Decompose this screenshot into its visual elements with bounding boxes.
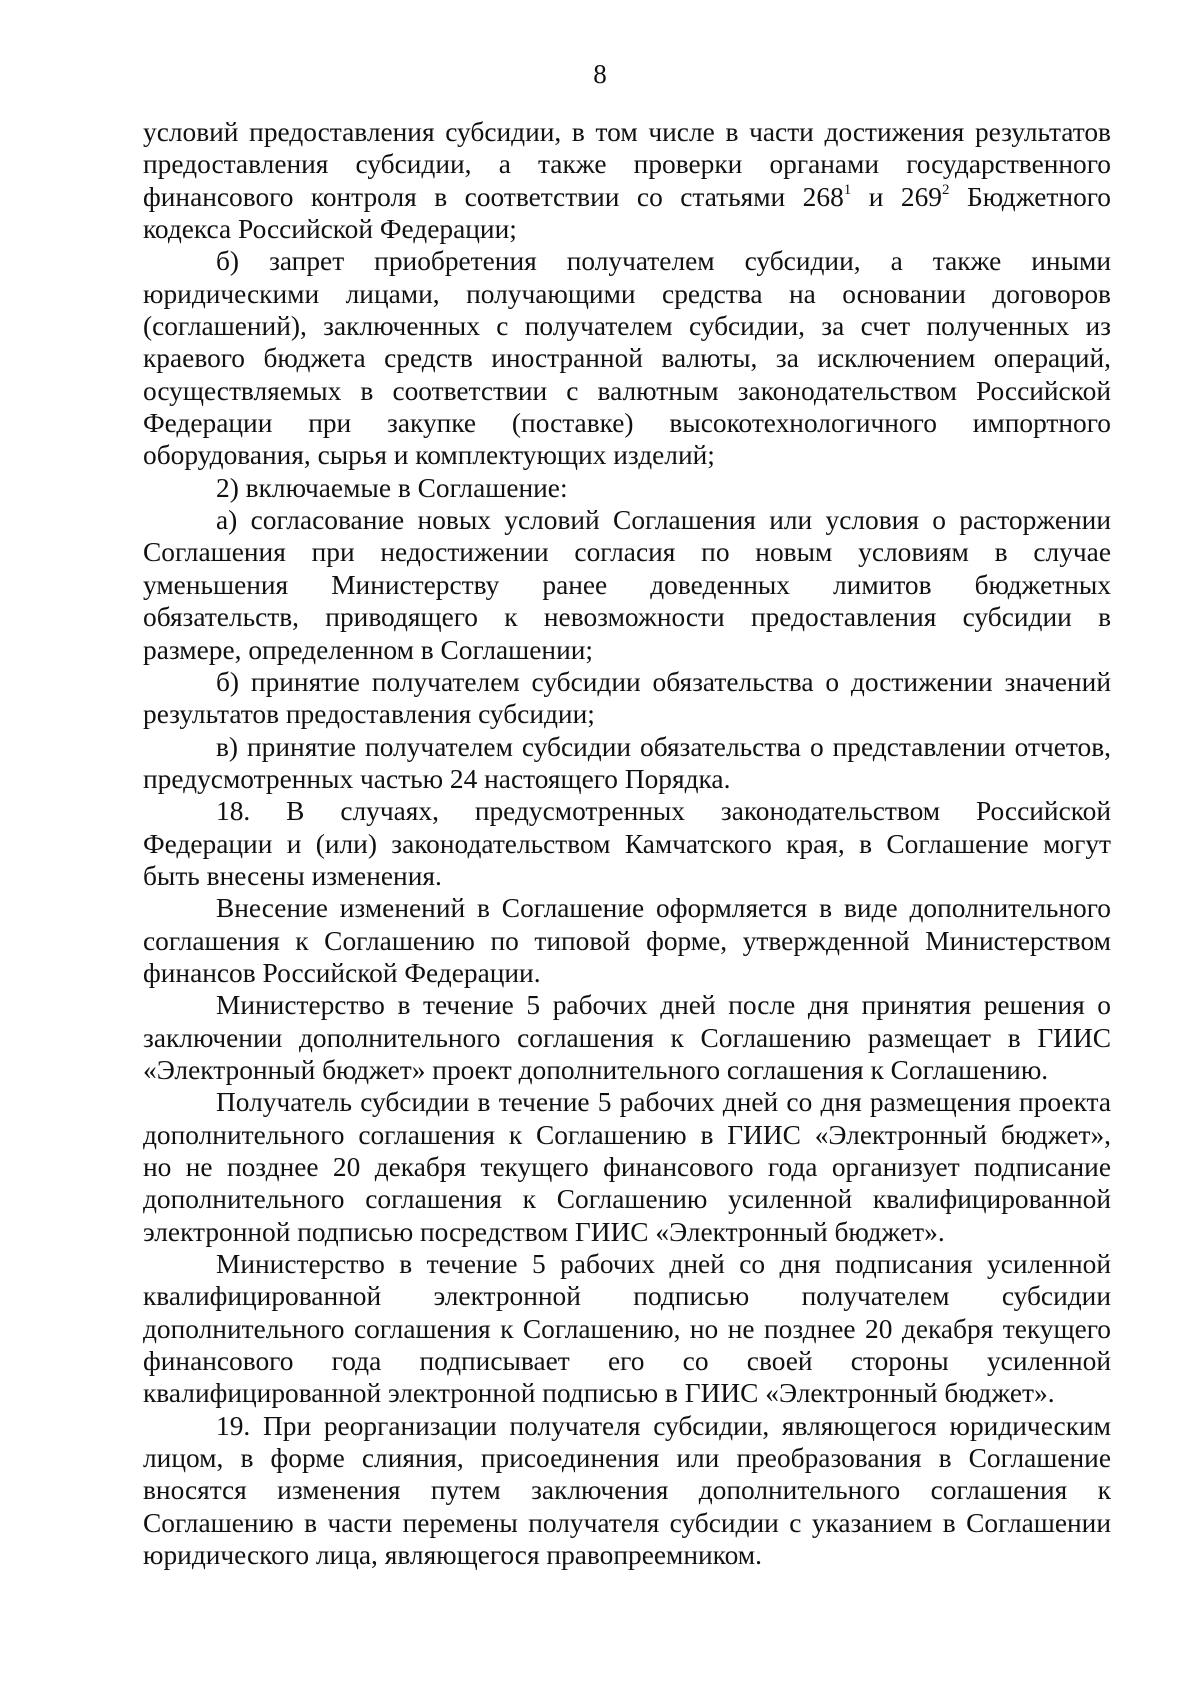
text-line: осуществляемых в соответствии с валютным законодательством Российской: [143, 375, 1111, 406]
text-line: 19. При реорганизации получателя субсидии, являющегося юридическим: [216, 1410, 1111, 1441]
text-line: Получатель субсидии в течение 5 рабочих дней со дня размещения проекта: [216, 1087, 1111, 1118]
text-line: дополнительного соглашения к Соглашению в ГИИС «Электронный бюджет»,: [143, 1119, 1111, 1150]
text-line: вносятся изменения путем заключения дополнительного соглашения к: [143, 1475, 1111, 1506]
text-line: финансов Российской Федерации.: [143, 957, 541, 988]
text-line: предоставления субсидии, а также проверки органами государственного: [143, 149, 1111, 180]
text-line: в) принятие получателем субсидии обязательства о представлении отчетов,: [216, 731, 1111, 762]
text-line: Федерации и (или) законодательством Камчатского края, в Соглашение могут: [143, 828, 1111, 859]
text-line: 18. В случаях, предусмотренных законодательством Российской: [216, 796, 1111, 827]
text-line: быть внесены изменения.: [143, 860, 442, 891]
text-line: [143, 181, 1111, 213]
text-line: дополнительного соглашения к Соглашению усиленной квалифицированной: [143, 1184, 1111, 1215]
text-line: дополнительного соглашения к Соглашению, но не позднее 20 декабря текущего: [143, 1313, 1111, 1344]
text-line: оборудования, сырья и комплектующих изделий;: [143, 440, 715, 471]
document-body: [143, 116, 1111, 1571]
text-line: электронной подписью посредством ГИИС «Электронный бюджет».: [143, 1216, 945, 1247]
text-line: Министерство в течение 5 рабочих дней после дня принятия решения о: [216, 990, 1111, 1021]
text-line: Внесение изменений в Соглашение оформляется в виде дополнительного: [216, 893, 1111, 924]
text-span: и 269: [851, 181, 942, 212]
text-line: квалифицированной электронной подписью в ГИИС «Электронный бюджет».: [143, 1378, 1055, 1409]
text-line: юридическими лицами, получающими средства на основании договоров: [143, 278, 1111, 309]
text-line: Соглашения при недостижении согласия по новым условиям в случае: [143, 537, 1111, 568]
text-line: Министерство в течение 5 рабочих дней со дня подписания усиленной: [216, 1249, 1111, 1280]
text-line: 2) включаемые в Соглашение:: [216, 472, 568, 503]
text-line: юридического лица, являющегося правопреемником.: [143, 1540, 762, 1571]
text-line: но не позднее 20 декабря текущего финансового года организует подписание: [143, 1152, 1111, 1182]
page-number: 8: [593, 59, 607, 89]
text-line: предусмотренных частью 24 настоящего Порядка.: [143, 763, 731, 794]
text-line: результатов предоставления субсидии;: [143, 699, 595, 730]
text-line: обязательств, приводящего к невозможности предоставления субсидии в: [143, 602, 1111, 633]
text-line: финансового года подписывает его со своей стороны усиленной: [143, 1346, 1111, 1377]
superscript: 1: [843, 181, 852, 198]
text-line: б) запрет приобретения получателем субсидии, а также иными: [216, 246, 1111, 277]
text-line: б) принятие получателем субсидии обязательства о достижении значений: [216, 666, 1111, 697]
text-span: финансового контроля в соответствии со статьями 268: [143, 181, 844, 212]
text-line: Федерации при закупке (поставке) высокотехнологичного импортного: [143, 408, 1111, 439]
superscript: 2: [942, 181, 950, 198]
text-line: Соглашению в части перемены получателя субсидии с указанием в Соглашении: [143, 1507, 1111, 1538]
text-line: соглашения к Соглашению по типовой форме, утвержденной Министерством: [143, 925, 1111, 956]
text-line: «Электронный бюджет» проект дополнительного соглашения к Соглашению.: [143, 1054, 1049, 1085]
text-line: краевого бюджета средств иностранной валюты, за исключением операций,: [143, 343, 1111, 374]
text-line: уменьшения Министерству ранее доведенных лимитов бюджетных: [143, 569, 1111, 600]
text-line: лицом, в форме слияния, присоединения или преобразования в Соглашение: [143, 1443, 1111, 1474]
text-span: Бюджетного: [949, 181, 1112, 212]
text-line: квалифицированной электронной подписью получателем субсидии: [143, 1281, 1111, 1312]
text-line: кодекса Российской Федерации;: [143, 214, 517, 245]
text-line: заключении дополнительного соглашения к Соглашению размещает в ГИИС: [143, 1022, 1111, 1053]
text-line: условий предоставления субсидии, в том числе в части достижения результатов: [143, 117, 1111, 147]
text-line: а) согласование новых условий Соглашения или условия о расторжении: [216, 505, 1111, 536]
text-line: (соглашений), заключенных с получателем субсидии, за счет полученных из: [143, 311, 1111, 342]
text-line: размере, определенном в Соглашении;: [143, 634, 594, 665]
